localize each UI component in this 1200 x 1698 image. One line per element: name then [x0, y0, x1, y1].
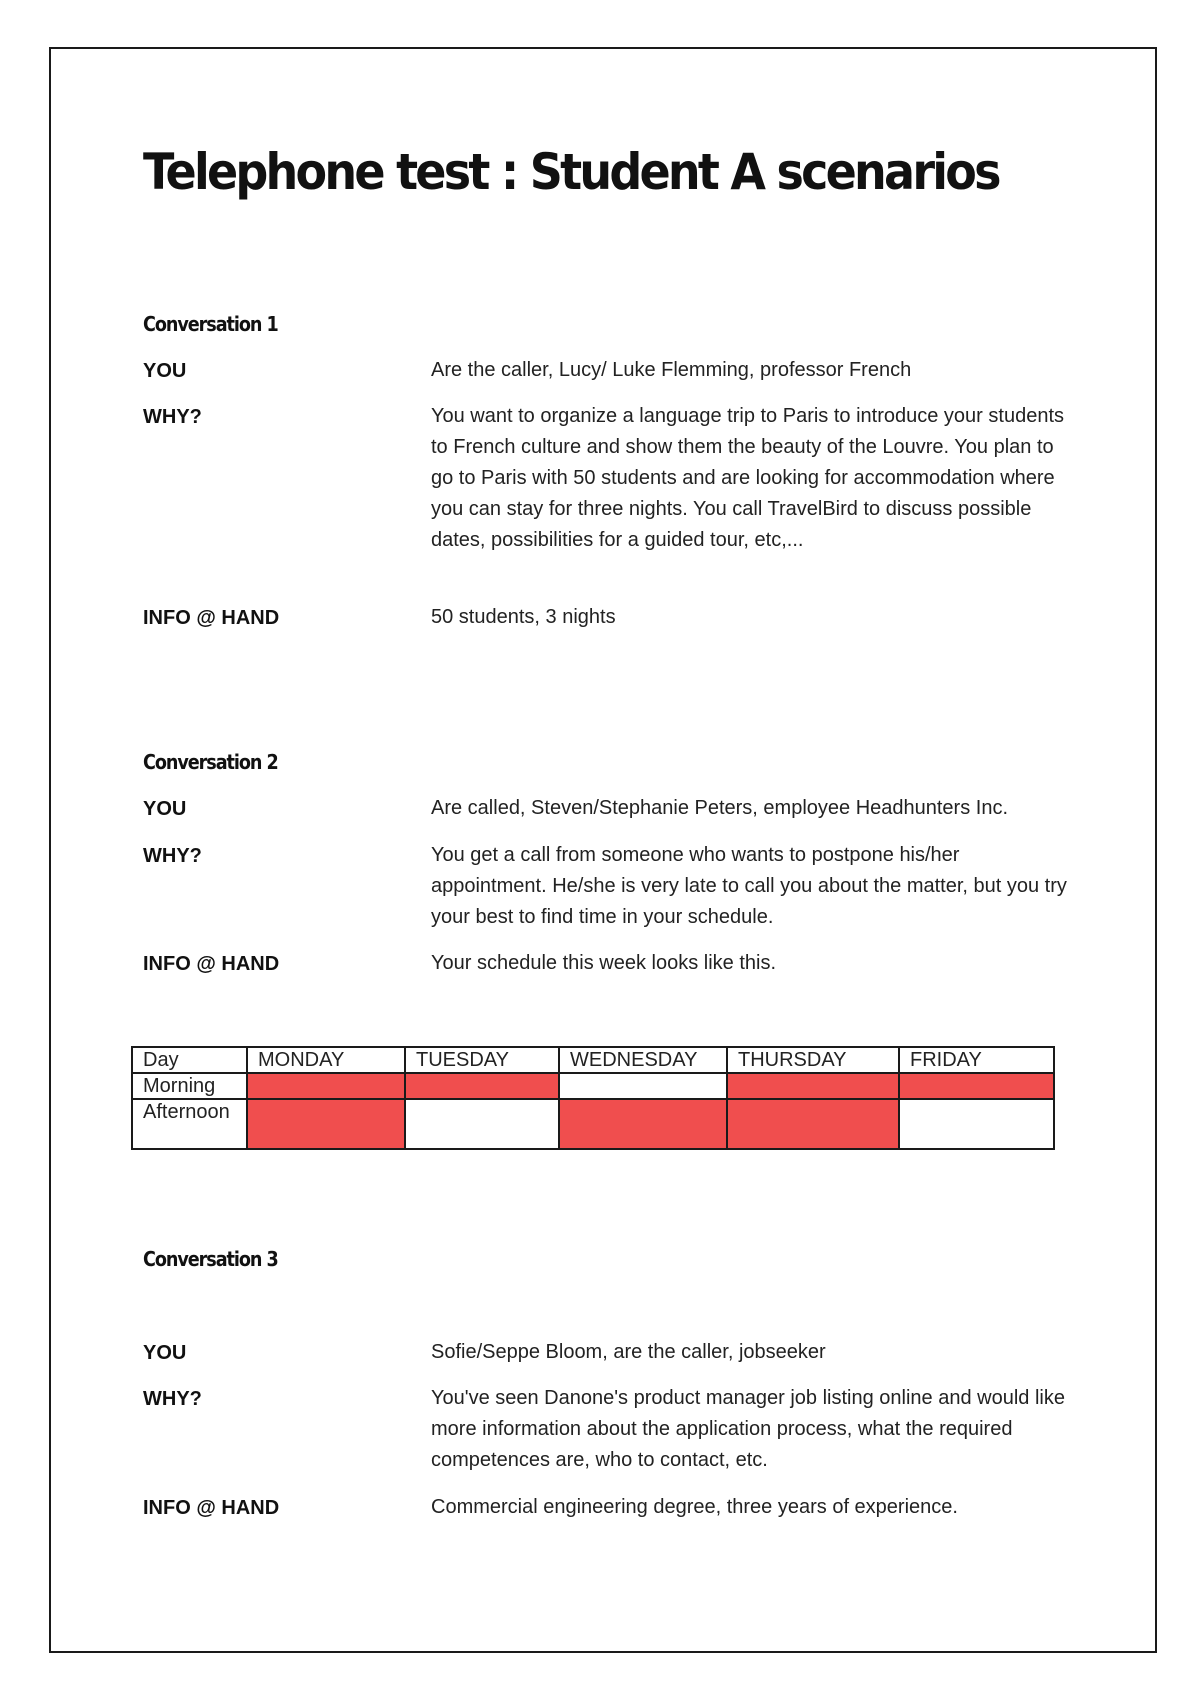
- slot-afternoon-thursday: [727, 1099, 899, 1149]
- schedule-header-thursday: THURSDAY: [727, 1047, 899, 1073]
- slot-morning-thursday: [727, 1073, 899, 1099]
- conversation-3-you-label: YOU: [143, 1342, 187, 1364]
- schedule-row-morning: [132, 1073, 1054, 1099]
- schedule-header-day: Day: [132, 1047, 247, 1073]
- schedule-table: [131, 1046, 1055, 1150]
- slot-afternoon-friday: [899, 1099, 1054, 1149]
- slot-morning-friday: [899, 1073, 1054, 1099]
- conversation-3-heading: Conversation 3: [143, 1247, 278, 1271]
- schedule-row-label-morning: Morning: [132, 1073, 247, 1099]
- conversation-2-heading: Conversation 2: [143, 750, 278, 774]
- conversation-1-why-label: WHY?: [143, 406, 202, 428]
- conversation-3-why-label: WHY?: [143, 1388, 202, 1410]
- schedule-header-row: [132, 1047, 1054, 1073]
- schedule-header-friday: FRIDAY: [899, 1047, 1054, 1073]
- page-title: Telephone test : Student A scenarios: [143, 143, 999, 201]
- conversation-1-info-value: 50 students, 3 nights: [431, 606, 616, 628]
- conversation-1-you-value: Are the caller, Lucy/ Luke Flemming, professor French: [431, 359, 912, 381]
- conversation-2-you-value: Are called, Steven/Stephanie Peters, employee Headhunters Inc.: [431, 797, 1009, 819]
- conversation-2-why-value: You get a call from someone who wants to postpone his/her appointment. He/she is very late to call you about the matter, but you try your best to find time in your schedule.: [431, 844, 1067, 928]
- conversation-3-info-label: INFO @ HAND: [143, 1497, 280, 1519]
- conversation-2-info-value: Your schedule this week looks like this.: [431, 952, 776, 974]
- schedule-row-label-afternoon: Afternoon: [132, 1099, 247, 1149]
- conversation-1-info-label: INFO @ HAND: [143, 607, 280, 629]
- slot-afternoon-wednesday: [559, 1099, 727, 1149]
- schedule-header-tuesday: TUESDAY: [405, 1047, 559, 1073]
- schedule-header-monday: MONDAY: [247, 1047, 405, 1073]
- conversation-2-info-label: INFO @ HAND: [143, 953, 280, 975]
- conversation-1-why-value: You want to organize a language trip to Paris to introduce your students to French culture and show them the beauty of the Louvre. You plan to go to Paris with 50 students and are looking for accommodation where you can stay for three nights. You call TravelBird to discuss possible dates, possibilities for a guided tour, etc,...: [431, 405, 1064, 551]
- conversation-1-you-label: YOU: [143, 360, 187, 382]
- slot-morning-monday: [247, 1073, 405, 1099]
- slot-morning-tuesday: [405, 1073, 559, 1099]
- conversation-2-you-label: YOU: [143, 798, 187, 820]
- schedule-header-wednesday: WEDNESDAY: [559, 1047, 727, 1073]
- slot-afternoon-monday: [247, 1099, 405, 1149]
- slot-morning-wednesday: [559, 1073, 727, 1099]
- conversation-3-why-value: You've seen Danone's product manager job listing online and would like more information about the application process, what the required competences are, who to contact, etc.: [431, 1387, 1065, 1471]
- conversation-2-why-label: WHY?: [143, 845, 202, 867]
- conversation-1-heading: Conversation 1: [143, 312, 278, 336]
- conversation-3-you-value: Sofie/Seppe Bloom, are the caller, jobseeker: [431, 1341, 826, 1363]
- slot-afternoon-tuesday: [405, 1099, 559, 1149]
- conversation-3-info-value: Commercial engineering degree, three years of experience.: [431, 1496, 958, 1518]
- schedule-row-afternoon: [132, 1099, 1054, 1149]
